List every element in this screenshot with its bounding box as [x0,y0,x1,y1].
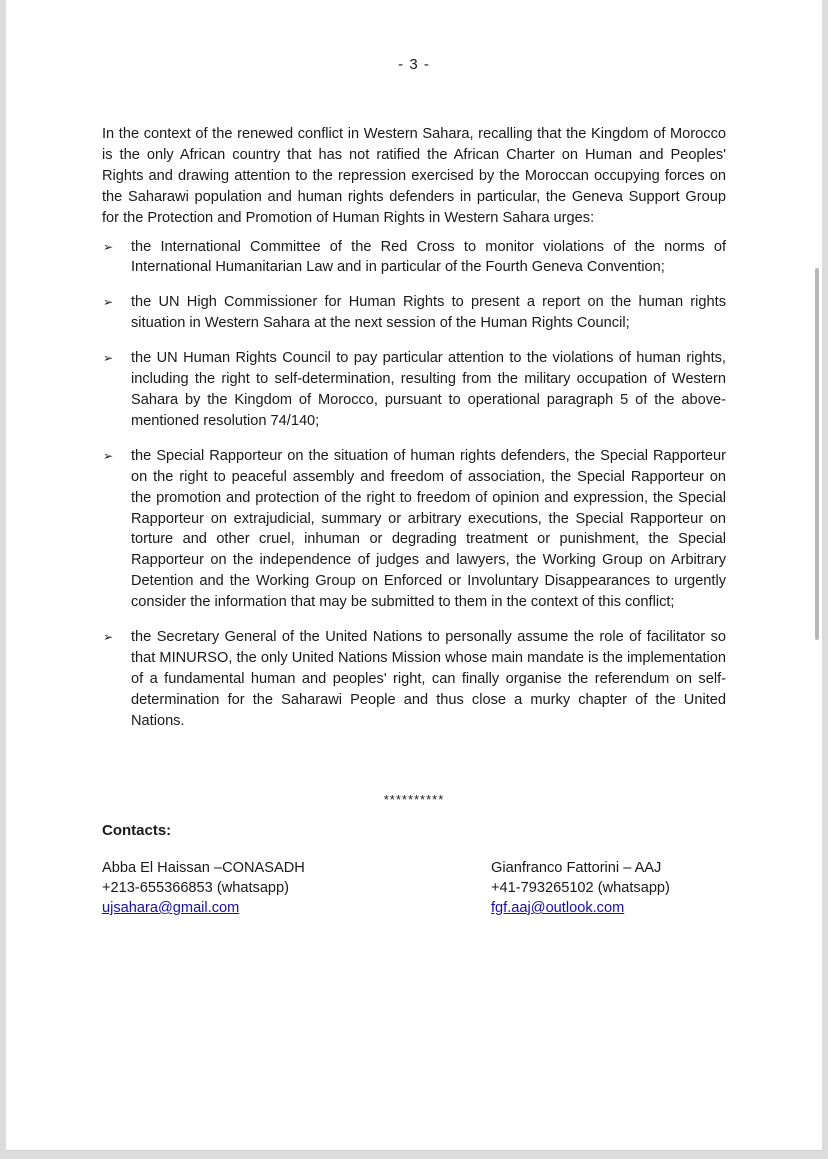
arrow-bullet-icon: ➢ [103,448,114,463]
contact-phone: +41-793265102 (whatsapp) [491,880,670,896]
document-page [6,0,822,1151]
list-item [102,348,726,432]
vertical-scrollbar[interactable] [815,268,819,640]
arrow-bullet-icon: ➢ [103,295,114,310]
list-item-text: the UN High Commissioner for Human Rights to present a report on the human rights situation in Western Sahara at the next session of the Human Rights Council; [131,294,726,332]
list-item [102,237,726,279]
page-number: - 3 - [398,56,430,73]
list-item-text: the Secretary General of the United Nations to personally assume the role of facilitator so that MINURSO, the only United Nations Mission whose main mandate is the implementation of a fundamental human and peoples' right, can finally organise the referendum on self-determination for the Saharawi People and thus close a murky chapter of the United Nations. [131,629,726,729]
list-item [102,627,726,732]
contact-email-link[interactable]: fgf.aaj@outlook.com [491,900,625,916]
contact-left [102,858,305,918]
contact-email-link[interactable]: ujsahara@gmail.com [102,900,240,916]
arrow-bullet-icon: ➢ [103,239,114,254]
contact-name: Gianfranco Fattorini – AAJ [491,860,662,876]
urges-list [102,237,726,732]
contact-name: Abba El Haissan –CONASADH [102,860,305,876]
list-item [102,292,726,334]
list-item-text: the International Committee of the Red Cross to monitor violations of the norms of International Humanitarian Law and in particular of the Fourth Geneva Convention; [131,238,726,276]
arrow-bullet-icon: ➢ [103,630,114,645]
contact-phone: +213-655366853 (whatsapp) [102,880,290,896]
arrow-bullet-icon: ➢ [103,351,114,366]
list-item-text: the Special Rapporteur on the situation of human rights defenders, the Special Rapporteur on the right to peaceful assembly and freedom of association, the Special Rapporteur on the promotion and protection of the right to freedom of opinion and expression, the Special Rapporteur on extrajudicial, summary or arbitrary executions, the Special Rapporteur on torture and other cruel, inhuman or degrading treatment or punishment, the Special Rapporteur on the independence of judges and lawyers, the Working Group on Arbitrary Detention and the Working Group on Enforced or Involuntary Disappearances to urgently consider the information that may be submitted to them in the context of this conflict; [131,447,726,611]
intro-paragraph: In the context of the renewed conflict in Western Sahara, recalling that the Kingdom of Morocco is the only African country that has not ratified the African Charter on Human and Peoples' Rights and drawing attention to the repression exercised by the Moroccan occupying forces on the Saharawi population and human rights defenders in particular, the Geneva Support Group for the Protection and Promotion of Human Rights in Western Sahara urges: [102,126,726,226]
list-item [102,446,726,613]
section-separator: ********** [383,792,445,807]
list-item-text: the UN Human Rights Council to pay particular attention to the violations of human rights, including the right to self-determination, resulting from the military occupation of Western Sahara by the Kingdom of Morocco, pursuant to operational paragraph 5 of the above-mentioned resolution 74/140; [131,350,726,429]
document-body [102,124,726,746]
contacts-heading: Contacts: [102,822,172,839]
contact-right [491,858,670,918]
